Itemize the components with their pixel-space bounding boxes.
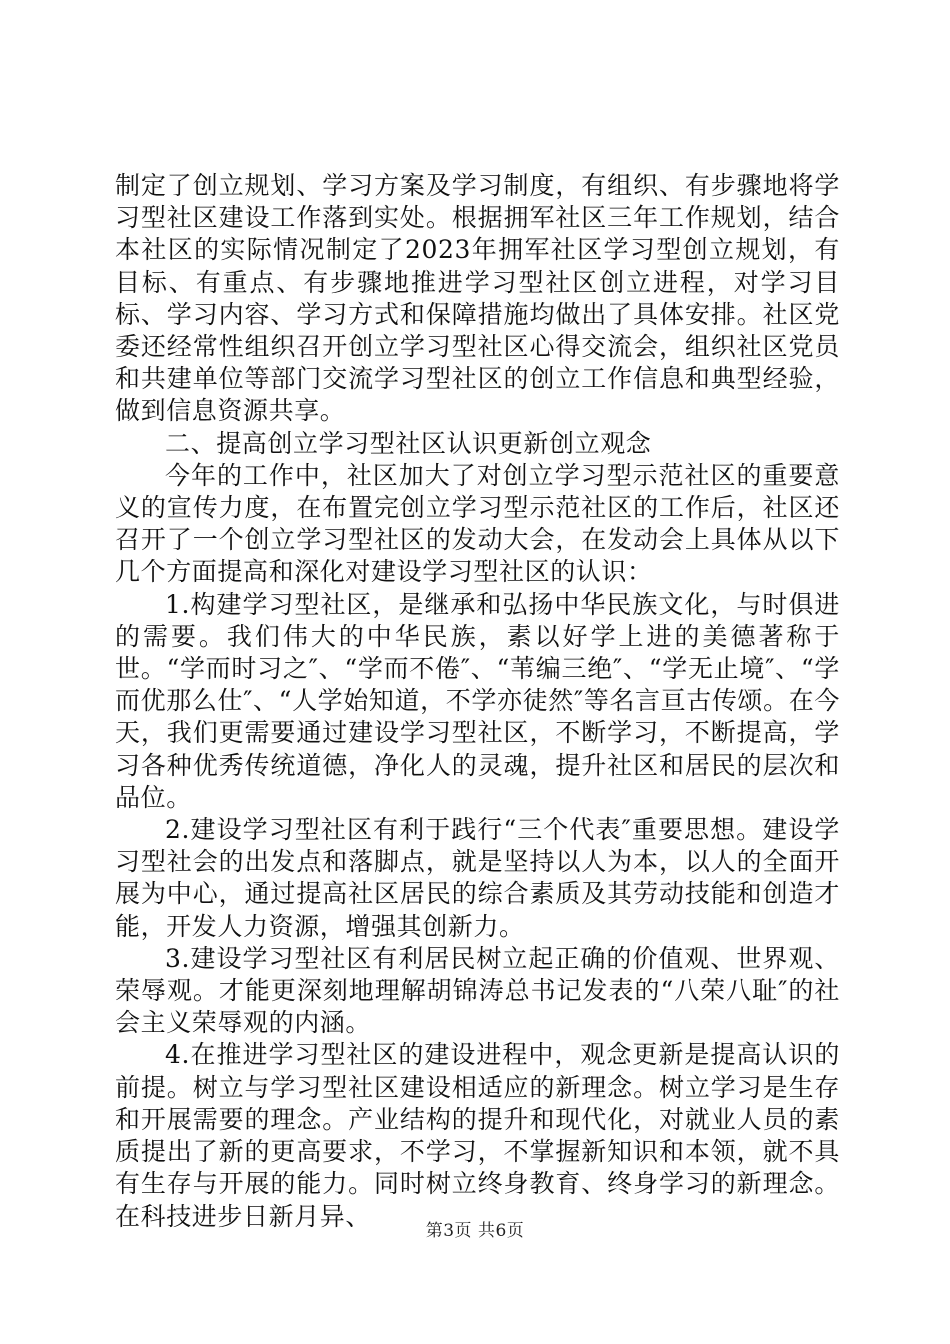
paragraph-point-3: 3.建设学习型社区有利居民树立起正确的价值观、世界观、荣辱观。才能更深刻地理解胡锦涛总书记发表的“八荣八耻″的社会主义荣辱观的内涵。 (115, 943, 840, 1038)
paragraph-publicity: 今年的工作中，社区加大了对创立学习型示范社区的重要意义的宣传力度，在布置完创立学习型示范社区的工作后，社区还召开了一个创立学习型社区的发动大会，在发动会上具体从以下几个方面提高和深化对建设学习型社区的认识： (115, 460, 840, 587)
paragraph-plan: 制定了创立规划、学习方案及学习制度，有组织、有步骤地将学习型社区建设工作落到实处。根据拥军社区三年工作规划，结合本社区的实际情况制定了2023年拥军社区学习型创立规划，有目标、有重点、有步骤地推进学习型社区创立进程，对学习目标、学习内容、学习方式和保障措施均做出了具体安排。社区党委还经常性组织召开创立学习型社区心得交流会，组织社区党员和共建单位等部门交流学习型社区的创立工作信息和典型经验，做到信息资源共享。 (115, 171, 840, 426)
page-number-footer: 第3页 共6页 (425, 1221, 525, 1241)
paragraph-point-4: 4.在推进学习型社区的建设进程中，观念更新是提高认识的前提。树立与学习型社区建设相适应的新理念。树立学习是生存和开展需要的理念。产业结构的提升和现代化，对就业人员的素质提出了新的更高要求，不学习，不掌握新知识和本领，就不具有生存与开展的能力。同时树立终身教育、终身学习的新理念。在科技进步日新月异、 (115, 1040, 840, 1231)
document-body (115, 170, 840, 1233)
section-heading-two: 二、提高创立学习型社区认识更新创立观念 (165, 428, 652, 458)
paragraph-point-2: 2.建设学习型社区有利于践行“三个代表″重要思想。建设学习型社会的出发点和落脚点，就是坚持以人为本，以人的全面开展为中心，通过提高社区居民的综合素质及其劳动技能和创造才能，开发人力资源，增强其创新力。 (115, 815, 840, 941)
paragraph-point-1: 1.构建学习型社区，是继承和弘扬中华民族文化，与时俱进的需要。我们伟大的中华民族，素以好学上进的美德著称于世。“学而时习之″、“学而不倦″、“苇编三绝″、“学无止境″、“学而优那么仕″、“人学始知道，不学亦徒然″等名言亘古传颂。在今天，我们更需要通过建设学习型社区，不断学习，不断提高，学习各种优秀传统道德，净化人的灵魂，提升社区和居民的层次和品位。 (115, 589, 840, 812)
